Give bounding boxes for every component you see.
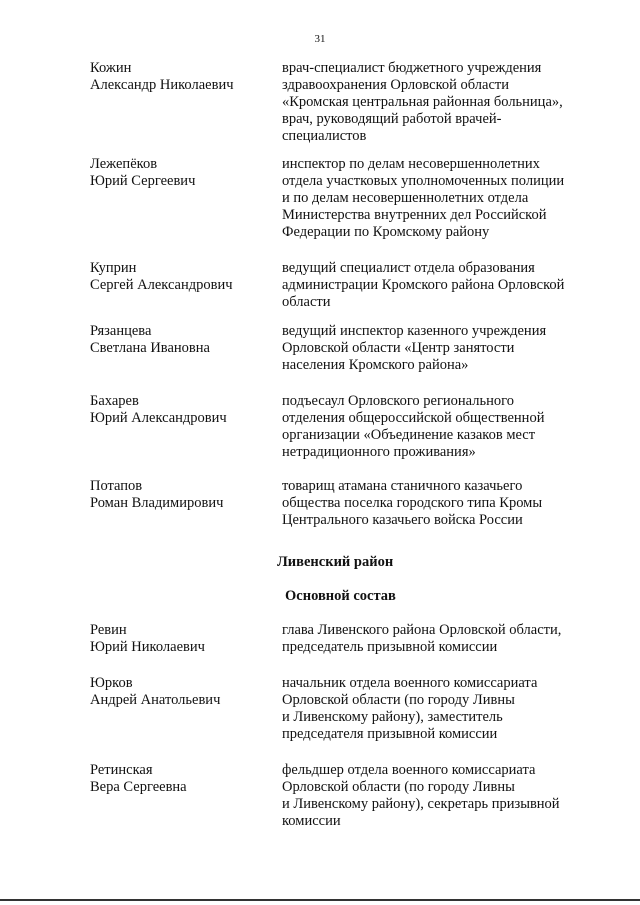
composition-heading: Основной состав — [285, 588, 396, 604]
member-name — [90, 60, 275, 94]
role-line: администрации Кромского района Орловской — [282, 277, 565, 293]
member-role — [282, 622, 612, 656]
member-name — [90, 323, 275, 357]
role-line: здравоохранения Орловской области — [282, 77, 509, 93]
role-line: организации «Объединение казаков мест — [282, 427, 536, 443]
role-line: товарищ атамана станичного казачьего — [282, 478, 523, 494]
role-line: области — [282, 294, 331, 310]
given-names: Александр Николаевич — [90, 77, 234, 93]
surname: Ретинская — [90, 762, 153, 778]
member-name — [90, 156, 275, 190]
role-line: фельдшер отдела военного комиссариата — [282, 762, 536, 778]
role-line: нетрадиционного проживания» — [282, 444, 476, 460]
member-role — [282, 260, 612, 311]
role-line: Центрального казачьего войска России — [282, 512, 523, 528]
role-line: Федерации по Кромскому району — [282, 224, 490, 240]
given-names: Юрий Сергеевич — [90, 173, 196, 189]
district-heading: Ливенский район — [277, 554, 394, 570]
given-names: Юрий Николаевич — [90, 639, 205, 655]
member-role — [282, 393, 612, 461]
role-line: населения Кромского района» — [282, 357, 469, 373]
role-line: подъесаул Орловского регионального — [282, 393, 514, 409]
member-role — [282, 675, 612, 743]
member-name — [90, 675, 275, 709]
member-role — [282, 156, 612, 241]
given-names: Роман Владимирович — [90, 495, 224, 511]
surname: Кожин — [90, 60, 132, 76]
role-line: врач, руководящий работой врачей- — [282, 111, 502, 127]
surname: Куприн — [90, 260, 137, 276]
surname: Рязанцева — [90, 323, 152, 339]
role-line: и Ливенскому району), заместитель — [282, 709, 503, 725]
given-names: Вера Сергеевна — [90, 779, 187, 795]
given-names: Сергей Александрович — [90, 277, 233, 293]
page-bottom-rule — [0, 899, 640, 901]
member-name — [90, 622, 275, 656]
role-line: инспектор по делам несовершеннолетних — [282, 156, 540, 172]
role-line: председатель призывной комиссии — [282, 639, 498, 655]
member-role — [282, 60, 612, 145]
role-line: специалистов — [282, 128, 367, 144]
surname: Ревин — [90, 622, 127, 638]
member-name — [90, 393, 275, 427]
role-line: отдела участковых уполномоченных полиции — [282, 173, 565, 189]
given-names: Юрий Александрович — [90, 410, 227, 426]
member-role — [282, 323, 612, 374]
role-line: начальник отдела военного комиссариата — [282, 675, 538, 691]
member-role — [282, 762, 612, 830]
given-names: Андрей Анатольевич — [90, 692, 221, 708]
page-number: 31 — [314, 33, 326, 45]
role-line: и по делам несовершеннолетних отдела — [282, 190, 529, 206]
surname: Потапов — [90, 478, 143, 494]
member-name — [90, 260, 275, 294]
role-line: председателя призывной комиссии — [282, 726, 498, 742]
role-line: Орловской области (по городу Ливны — [282, 779, 515, 795]
member-role — [282, 478, 612, 529]
role-line: комиссии — [282, 813, 341, 829]
given-names: Светлана Ивановна — [90, 340, 210, 356]
role-line: Министерства внутренних дел Российской — [282, 207, 547, 223]
role-line: ведущий специалист отдела образования — [282, 260, 535, 276]
role-line: «Кромская центральная районная больница», — [282, 94, 563, 110]
role-line: Орловской области «Центр занятости — [282, 340, 515, 356]
role-line: общества поселка городского типа Кромы — [282, 495, 543, 511]
role-line: отделения общероссийской общественной — [282, 410, 545, 426]
role-line: и Ливенскому району), секретарь призывной — [282, 796, 560, 812]
role-line: ведущий инспектор казенного учреждения — [282, 323, 547, 339]
role-line: врач-специалист бюджетного учреждения — [282, 60, 542, 76]
member-name — [90, 762, 275, 796]
member-name — [90, 478, 275, 512]
role-line: Орловской области (по городу Ливны — [282, 692, 515, 708]
role-line: глава Ливенского района Орловской области, — [282, 622, 562, 638]
surname: Юрков — [90, 675, 133, 691]
surname: Бахарев — [90, 393, 139, 409]
surname: Лежепёков — [90, 156, 158, 172]
